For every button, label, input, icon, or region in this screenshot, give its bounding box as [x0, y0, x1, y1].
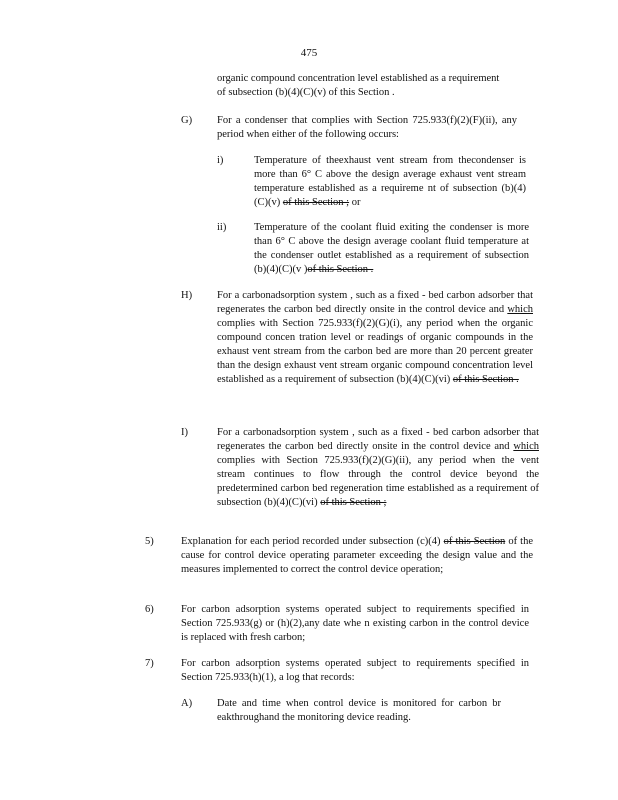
deleted-text: of this Section .: [452, 374, 519, 385]
item-body: For a carbonadsorption system , such as a fixed - bed carbon adsorber that regenerates the carbon bed directly onsite in the control device and: [217, 427, 539, 452]
item-body-cont: of the cause for control device operating parameter exceeding the design value and the measures implemented to correct the control device operation;: [181, 536, 534, 575]
item-label: A): [181, 698, 193, 709]
item-body: Explanation for each period recorded under subsection (c)(4): [181, 536, 444, 547]
item-text: [254, 154, 526, 210]
item-text: [217, 426, 539, 510]
inserted-text: which: [507, 304, 533, 315]
item-label: I): [181, 427, 188, 438]
item-body: For a carbonadsorption system , such as a fixed - bed carbon adsorber that regenerates the carbon bed directly onsite in the control device and: [217, 290, 533, 315]
item-label: 7): [145, 658, 154, 669]
item-body-cont: complies with Section 725.933(f)(2)(G)(ii), any period when the vent stream continues to flow through the control device beyond the predetermined carbon bed regeneration time established as a requirement of subsection (b)(4)(C)(vi): [217, 455, 539, 508]
item-text: For a condenser that complies with Section 725.933(f)(2)(F)(ii), any period when either of the following occurs:: [217, 115, 517, 140]
page-number: 475: [300, 47, 318, 59]
item-text: [181, 535, 533, 577]
item-label: ii): [217, 222, 227, 233]
deleted-text: of this Section ;: [320, 497, 387, 508]
item-label: i): [217, 155, 224, 166]
item-body: Temperature of theexhaust vent stream from thecondenser is more than 6° C above the design average exhaust vent stream temperature established as a requireme nt of subsection (b)(4)(C)(v): [254, 155, 526, 208]
item-body-cont: complies with Section 725.933(f)(2)(G)(i), any period when the organic compound concen tration level or readings of organic compounds in the exhaust vent stream from the carbon bed are more than 20 percent greater than the design exhaust vent stream organic compound concentration level established as a requirement of subsection (b)(4)(C)(vi): [217, 318, 533, 385]
inserted-text: which: [513, 441, 539, 452]
item-label: 5): [145, 536, 154, 547]
item-text: Date and time when control device is monitored for carbon br eakthroughand the monitoring device reading.: [217, 698, 501, 723]
intro-line-1: organic compound concentration level established as a requirement: [217, 73, 500, 84]
intro-paragraph: [217, 72, 531, 100]
item-text: [254, 221, 529, 277]
deleted-text: of this Section: [443, 536, 506, 547]
intro-line-2: of subsection (b)(4)(C)(v) of this Section .: [217, 87, 395, 98]
item-label: H): [181, 290, 193, 301]
item-label: 6): [145, 604, 154, 615]
item-body: Temperature of the coolant fluid exiting the condenser is more than 6° C above the design average coolant fluid temperature at the condenser outlet established as a requirement of subsection (b)(4)(C)(v ): [254, 222, 529, 275]
item-label: G): [181, 115, 193, 126]
item-text: For carbon adsorption systems operated subject to requirements specified in Section 725.933(h)(1), a log that records:: [181, 658, 529, 683]
deleted-text: of this Section .: [307, 264, 374, 275]
item-tail: or: [349, 197, 361, 208]
item-text: For carbon adsorption systems operated subject to requirements specified in Section 725.933(g) or (h)(2),any date whe n existing carbon in the control device is replaced with fresh carbon;: [181, 604, 529, 643]
item-text: [217, 289, 533, 387]
deleted-text: of this Section ;: [282, 197, 350, 208]
